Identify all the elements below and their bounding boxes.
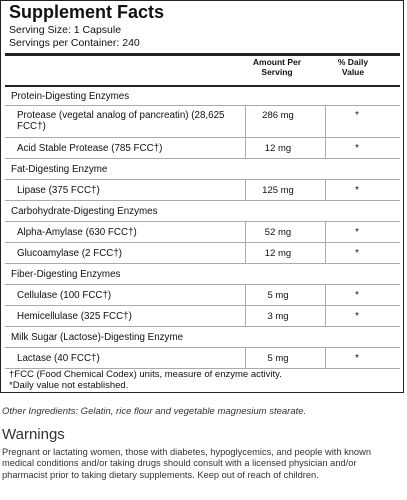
column-divider: [325, 348, 326, 368]
nutrient-row: [5, 306, 400, 327]
enzyme-category-row: [5, 201, 400, 222]
daily-value: *: [355, 311, 359, 322]
servings-per-container: Servings per Container: 240: [9, 37, 140, 49]
column-divider: [325, 285, 326, 305]
daily-value-footnote: *Daily value not established.: [9, 380, 129, 391]
category-name: Fiber-Digesting Enzymes: [11, 269, 121, 280]
amount-per-serving: 12 mg: [264, 248, 292, 259]
amount-per-serving: 5 mg: [267, 353, 289, 364]
enzyme-category-row: [5, 159, 400, 180]
daily-value: *: [355, 248, 359, 259]
daily-value: *: [355, 110, 359, 121]
enzyme-category-row: [5, 87, 400, 106]
daily-value: *: [355, 185, 359, 196]
daily-value-column-header: % Daily Value: [337, 57, 369, 77]
column-divider: [325, 306, 326, 326]
nutrient-row: [5, 106, 400, 138]
nutrient-name: Protease (vegetal analog of pancreatin) (28,625 FCC†): [17, 110, 225, 132]
nutrient-name: Acid Stable Protease (785 FCC†): [17, 143, 163, 154]
nutrient-name: Lipase (375 FCC†): [17, 185, 100, 196]
serving-size: Serving Size: 1 Capsule: [9, 24, 122, 36]
warnings-heading: Warnings: [2, 426, 65, 443]
category-name: Fat-Digesting Enzyme: [11, 164, 108, 175]
category-name: Milk Sugar (Lactose)-Digesting Enzyme: [11, 332, 184, 343]
panel-title: Supplement Facts: [9, 2, 165, 22]
nutrient-row: [5, 222, 400, 243]
amount-per-serving: 5 mg: [267, 290, 289, 301]
nutrient-row: [5, 138, 400, 159]
other-ingredients: Other Ingredients: Gelatin, rice flour and vegetable magnesium stearate.: [2, 406, 307, 417]
column-divider: [325, 138, 326, 158]
nutrient-row: [5, 285, 400, 306]
nutrient-name: Alpha-Amylase (630 FCC†): [17, 227, 137, 238]
column-divider: [325, 180, 326, 200]
category-name: Protein-Digesting Enzymes: [11, 91, 130, 102]
daily-value: *: [355, 227, 359, 238]
daily-value: *: [355, 353, 359, 364]
column-divider: [325, 243, 326, 263]
enzyme-category-row: [5, 327, 400, 348]
amount-per-serving: 12 mg: [264, 143, 292, 154]
thick-divider: [5, 53, 400, 56]
amount-per-serving: 125 mg: [262, 185, 294, 196]
nutrient-row: [5, 348, 400, 369]
amount-per-serving: 52 mg: [264, 227, 292, 238]
nutrient-row: [5, 243, 400, 264]
nutrient-name: Hemicellulase (325 FCC†): [17, 311, 132, 322]
daily-value: *: [355, 290, 359, 301]
nutrient-name: Glucoamylase (2 FCC†): [17, 248, 123, 259]
daily-value: *: [355, 143, 359, 154]
category-name: Carbohydrate-Digesting Enzymes: [11, 206, 158, 217]
nutrient-row: [5, 180, 400, 201]
nutrient-name: Cellulase (100 FCC†): [17, 290, 112, 301]
enzyme-category-row: [5, 264, 400, 285]
warnings-text: Pregnant or lactating women, those with diabetes, hypoglycemics, and people with known medical conditions and/or taking drugs should consult with a licensed physician and/or pharmacist prior to taking dietary supplements. Keep out of reach of children.: [2, 447, 371, 480]
amount-column-header: Amount Per Serving: [252, 57, 302, 77]
fcc-footnote: †FCC (Food Chemical Codex) units, measure of enzyme activity.: [9, 369, 282, 380]
amount-per-serving: 3 mg: [267, 311, 289, 322]
amount-per-serving: 286 mg: [262, 110, 294, 121]
column-divider: [325, 106, 326, 137]
nutrient-name: Lactase (40 FCC†): [17, 353, 100, 364]
column-divider: [325, 222, 326, 242]
